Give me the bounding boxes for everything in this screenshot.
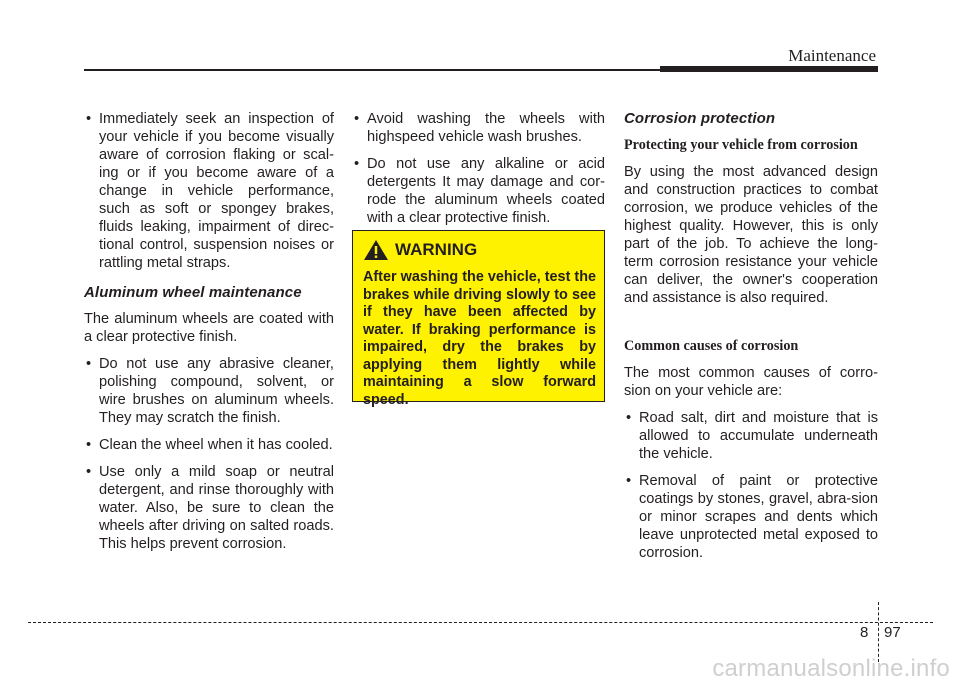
- column-left: [84, 110, 334, 562]
- list-item: [624, 472, 878, 562]
- list-item: [352, 110, 605, 146]
- list-item-text: Clean the wheel when it has cooled.: [99, 437, 333, 453]
- column-middle: [352, 110, 605, 236]
- list-item-text: Removal of paint or protective coatings by stones, gravel, abra-sion or minor scrapes and dents which leave unprotected metal exposed to corrosion.: [639, 473, 878, 561]
- section-title: Maintenance: [788, 46, 876, 65]
- bullet-icon: •: [354, 156, 360, 172]
- list-item: [84, 355, 334, 427]
- list-item: [84, 463, 334, 553]
- list-item-text: Avoid washing the wheels with highspeed vehicle wash brushes.: [367, 111, 605, 145]
- bullet-icon: •: [86, 111, 92, 127]
- warning-header: [363, 239, 596, 261]
- list-item: [84, 110, 334, 272]
- watermark: carmanualsonline.info: [712, 655, 950, 682]
- paragraph: The most common causes of corro-sion on your vehicle are:: [624, 365, 878, 399]
- warning-text: After washing the vehicle, test the brakes while driving slowly to see if they have been affected by water. If braking performance is impaired, dry the brakes by applying them lightly while maintaining a slow forward speed.: [363, 269, 596, 408]
- list-item-text: Road salt, dirt and moisture that is allowed to accumulate underneath the vehicle.: [639, 410, 878, 462]
- subheading: Protecting your vehicle from corrosion: [624, 137, 858, 153]
- header-rule: [84, 69, 660, 71]
- warning-box: [352, 230, 605, 408]
- list-item: [352, 155, 605, 227]
- list-item-text: Use only a mild soap or neutral detergent, and rinse thoroughly with water. Also, be sure to clean the wheels after driving on salted roads. This helps prevent corrosion.: [99, 464, 334, 552]
- bullet-icon: •: [626, 410, 632, 426]
- paragraph: The aluminum wheels are coated with a clear protective finish.: [84, 311, 334, 345]
- footer-rule: [28, 622, 933, 623]
- page-number: 97: [884, 624, 901, 641]
- column-right: [624, 110, 878, 571]
- bullet-icon: •: [354, 111, 360, 127]
- warning-triangle-icon: [363, 239, 389, 261]
- warning-title: WARNING: [395, 240, 478, 259]
- bullet-icon: •: [86, 437, 92, 453]
- header-rule-thick: [660, 66, 878, 72]
- bullet-icon: •: [86, 356, 92, 372]
- bullet-icon: •: [626, 473, 632, 489]
- list-item-text: Immediately seek an inspection of your vehicle if you become visually aware of corrosion flaking or scal-ing or if you become aware of a change in vehicle performance, such as soft or spongey brakes, fluids leaking, impairment of direc-tional control, suspension noises or rattling metal straps.: [99, 111, 334, 271]
- list-item: [84, 436, 334, 454]
- list-item-text: Do not use any abrasive cleaner, polishing compound, solvent, or wire brushes on aluminum wheels. They may scratch the finish.: [99, 356, 334, 426]
- chapter-number: 8: [860, 624, 869, 641]
- list-item-text: Do not use any alkaline or acid detergents It may damage and cor-rode the aluminum wheels coated with a clear protective finish.: [367, 156, 605, 226]
- section-heading: Corrosion protection: [624, 110, 776, 127]
- footer-divider: [878, 602, 879, 662]
- subheading: Common causes of corrosion: [624, 338, 799, 354]
- section-heading: Aluminum wheel maintenance: [84, 284, 302, 301]
- list-item: [624, 409, 878, 463]
- paragraph: By using the most advanced design and construction practices to combat corrosion, we produce vehicles of the highest quality. However, this is only part of the job. To achieve the long-term corrosion resistance your vehicle can deliver, the owner's cooperation and assistance is also required.: [624, 164, 878, 306]
- bullet-icon: •: [86, 464, 92, 480]
